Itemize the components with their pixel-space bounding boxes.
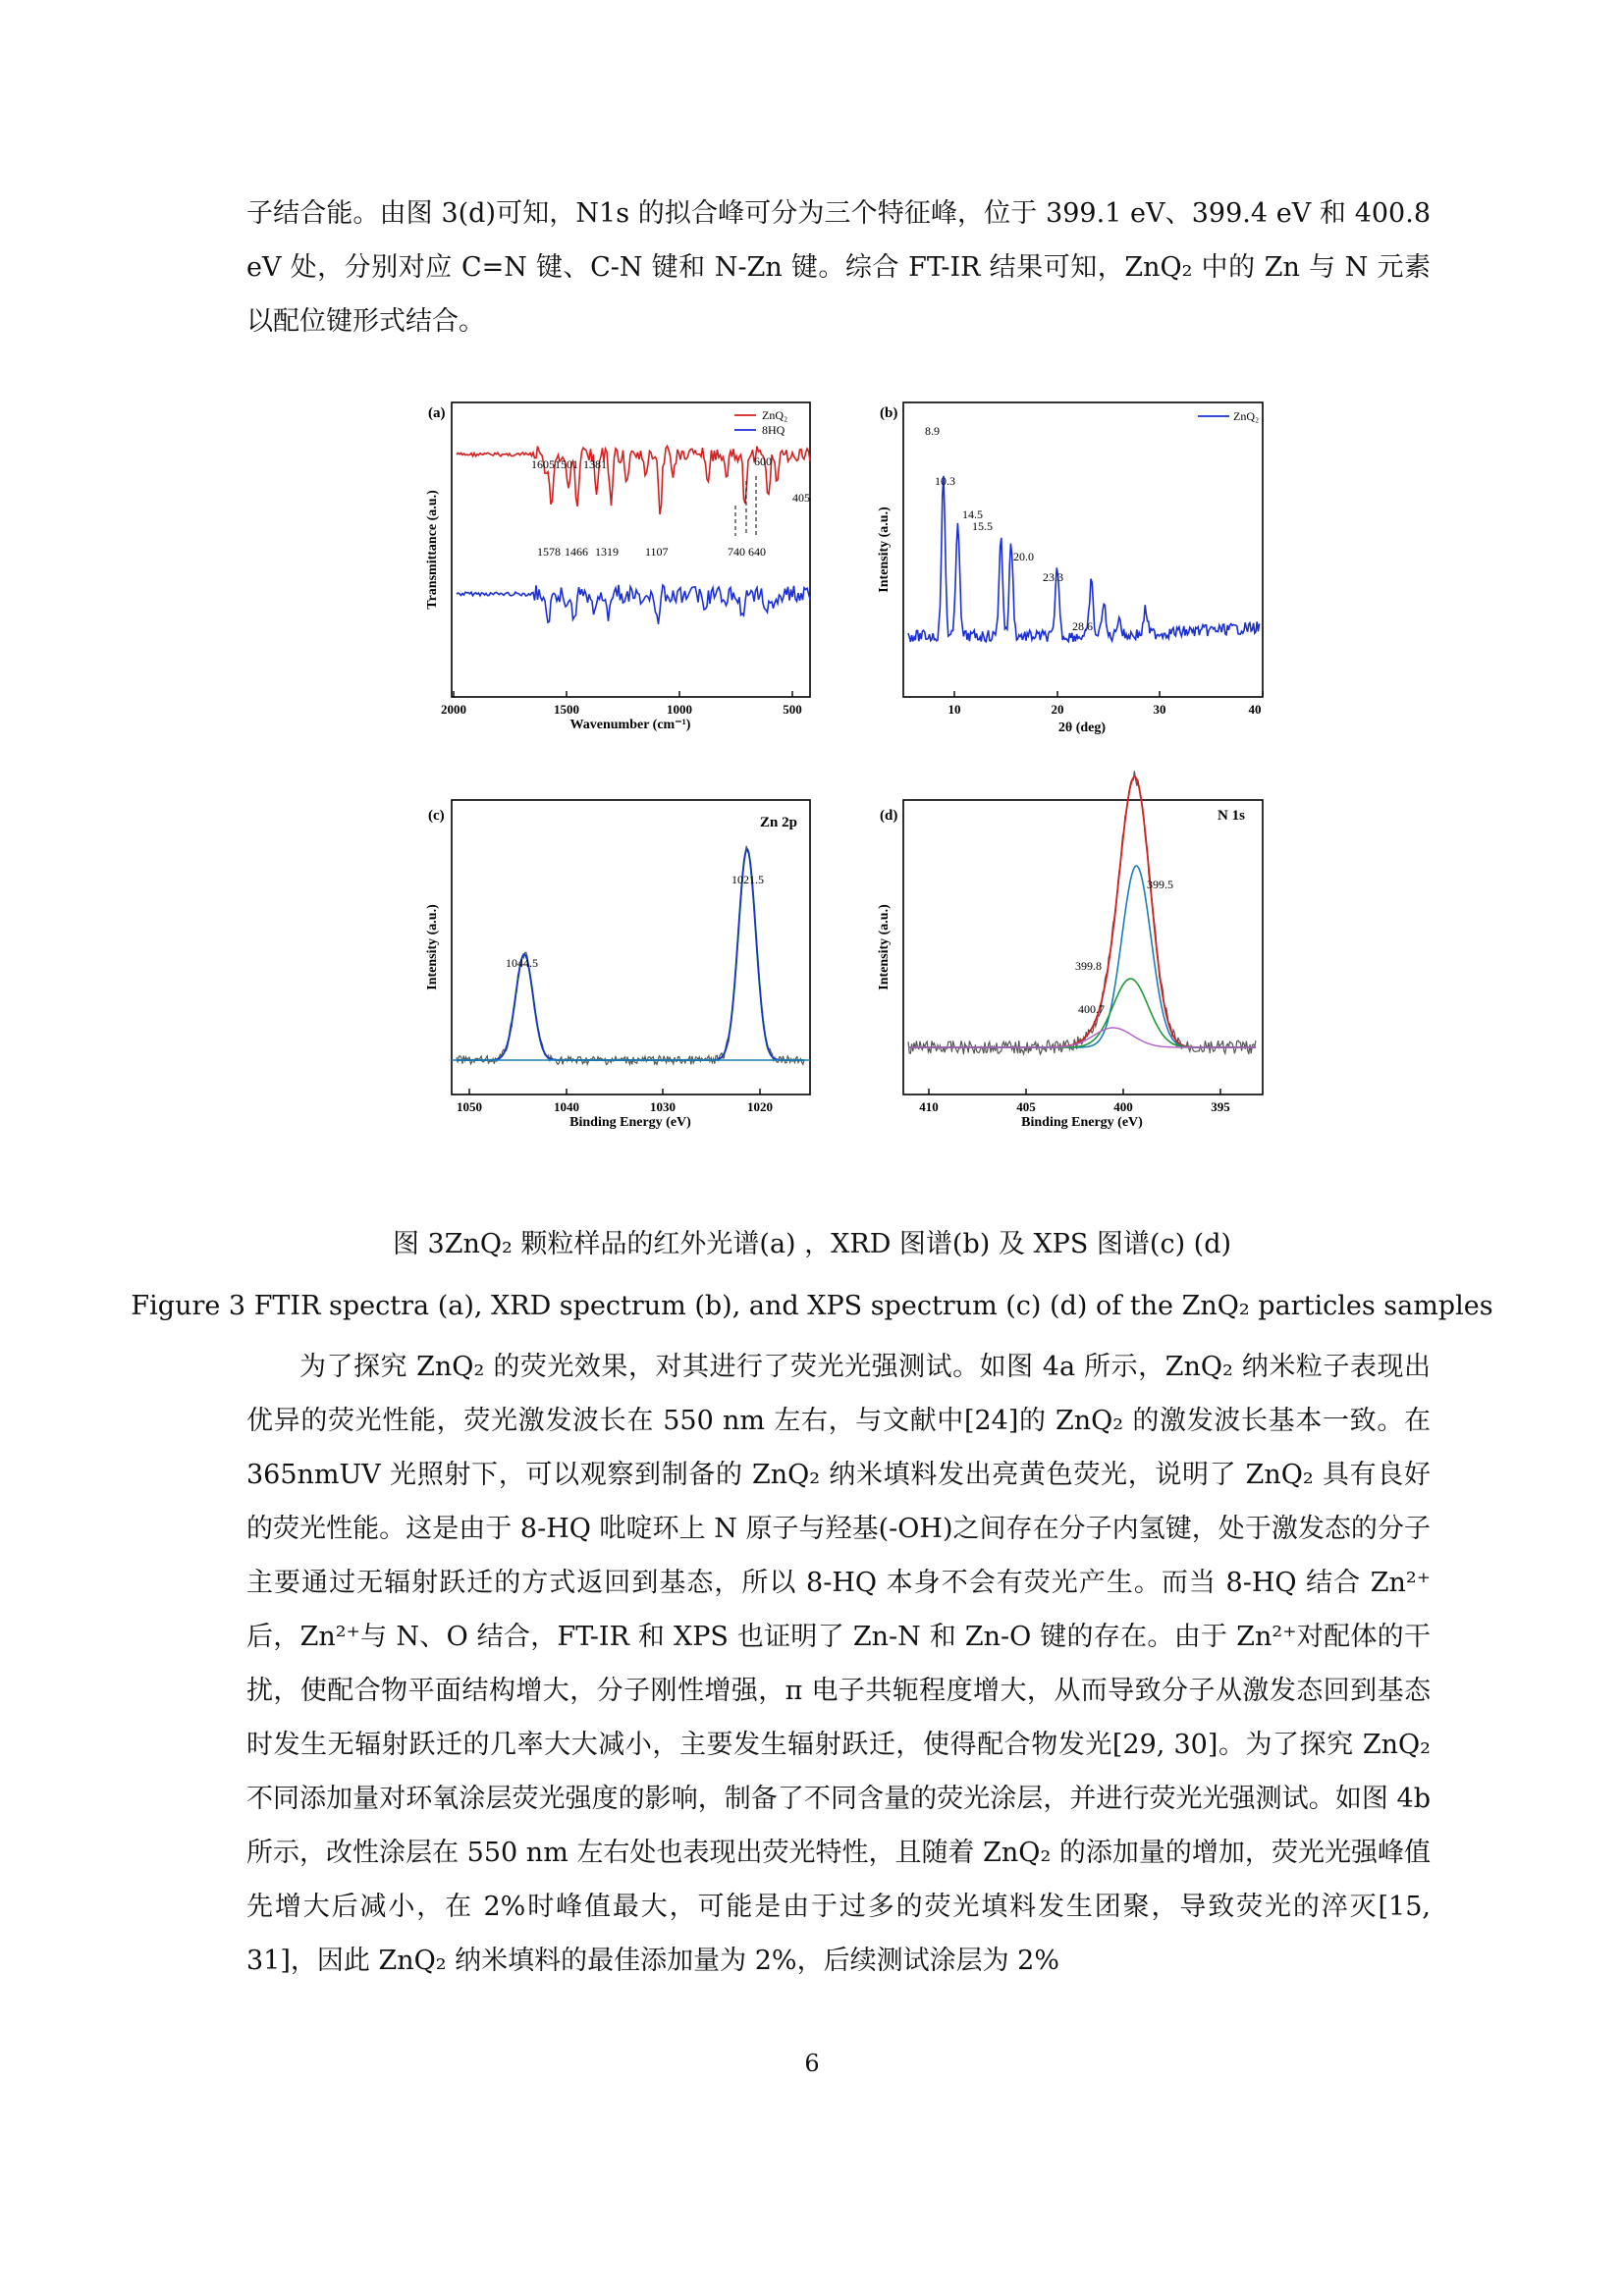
x-tick-label: 410 [919,1099,939,1114]
x-axis-label: Wavenumber (cm⁻¹) [569,718,691,732]
axes-frame [903,800,1263,1095]
x-tick-label: 2000 [441,702,466,717]
panel-label: (d) [880,808,898,824]
peak-label: 15.5 [972,519,993,533]
peak-label: 10.3 [935,474,955,488]
panel-label: (c) [428,808,445,824]
x-tick-label: 40 [1248,702,1262,717]
xrd-svg [864,393,1276,746]
panel-label: (b) [880,405,898,421]
peak-label: 1107 [645,545,669,559]
paragraph-bottom [246,1340,1431,1988]
x-tick-label: 1000 [667,702,692,717]
legend-label-8hq: 8HQ [762,423,785,437]
x-axis-label: Binding Energy (eV) [569,1115,691,1130]
chart-ftir [412,393,825,750]
peak-label: 640 [748,545,766,559]
y-axis-label: Transmittance (a.u.) [425,490,440,610]
y-axis-label: Intensity (a.u.) [877,904,892,990]
peak-label: 399.5 [1147,878,1173,891]
peak-label: 23.3 [1043,570,1063,584]
x-tick-label: 1040 [554,1099,579,1114]
x-tick-label: 395 [1211,1099,1230,1114]
fit-component [908,866,1256,1047]
chart-xrd [864,393,1276,750]
ftir-svg [412,393,825,746]
x-tick-label: 500 [783,702,802,717]
peak-label: 1381 [583,457,607,471]
peak-label: 405 [792,491,810,505]
legend-label-znq2: ZnQ₂ [762,408,788,422]
axes-frame [903,402,1263,697]
y-axis-label: Intensity (a.u.) [425,904,440,990]
x-tick-label: 20 [1051,702,1064,717]
chart-title: N 1s [1218,808,1245,824]
peak-label: 740 [728,545,745,559]
panel-label: (a) [428,405,446,421]
peak-label: 1578 [537,545,561,559]
page-number: 6 [804,2050,820,2077]
xps-n-svg [864,790,1276,1144]
peak-label: 1605 [531,457,555,471]
y-axis-label: Intensity (a.u.) [877,507,892,593]
peak-label: 28.6 [1072,619,1093,633]
paragraph-top [246,187,1431,348]
x-tick-label: 1500 [554,702,579,717]
legend-label-znq2: ZnQ₂ [1233,409,1260,423]
peak-label: 14.5 [962,507,983,521]
peak-label: 1501 [555,457,578,471]
peak-markers [735,476,756,536]
x-tick-label: 30 [1153,702,1166,717]
peak-label: 400.7 [1078,1002,1105,1016]
peak-label: 399.8 [1075,959,1102,973]
peak-label: 1319 [595,545,619,559]
peak-label: 8.9 [925,424,940,438]
peak-label: 600 [754,454,772,468]
figure-caption-cn: 图 3ZnQ₂ 颗粒样品的红外光谱(a) ，XRD 图谱(b) 及 XPS 图谱(c) (d) [392,1229,1232,1259]
xps-zn-svg [412,790,825,1144]
x-tick-label: 405 [1016,1099,1036,1114]
figure-caption-en: Figure 3 FTIR spectra (a), XRD spectrum (b), and XPS spectrum (c) (d) of the ZnQ₂ particles samples [131,1291,1493,1321]
x-tick-label: 10 [947,702,961,717]
chart-xps-zn2p [412,790,825,1148]
x-axis-label: Binding Energy (eV) [1021,1115,1143,1130]
series-8hq [457,585,810,624]
x-tick-label: 1030 [650,1099,676,1114]
paragraph-top-text: 子结合能。由图 3(d)可知，N1s 的拟合峰可分为三个特征峰，位于 399.1 eV、399.4 eV 和 400.8 eV 处，分别对应 C=N 键、C-N 键和 N-Zn 键。综合 FT-IR 结果可知，ZnQ₂ 中的 Zn 与 N 元素以配位键形式结合。 [246,198,1431,337]
paragraph-bottom-text: 为了探究 ZnQ₂ 的荧光效果，对其进行了荧光光强测试。如图 4a 所示，ZnQ₂ 纳米粒子表现出优异的荧光性能，荧光激发波长在 550 nm 左右，与文献中[24]的 ZnQ₂ 的激发波长基本一致。在 365nmUV 光照射下，可以观察到制备的 ZnQ₂ 纳米填料发出亮黄色荧光，说明了 ZnQ₂ 具有良好的荧光性能。这是由于 8-HQ 吡啶环上 N 原子与羟基(-OH)之间存在分子内氢键，处于激发态的分子主要通过无辐射跃迁的方式返回到基态，所以 8-HQ 本身不会有荧光产生。而当 8-HQ 结合 Zn²⁺后，Zn²⁺与 N、O 结合，FT-IR 和 XPS 也证明了 Zn-N 和 Zn-O 键的存在。由于 Zn²⁺对配体的干扰，使配合物平面结构增大，分子刚性增强，π 电子共轭程度增大，从而导致分子从激发态回到基态时发生无辐射跃迁的几率大大减小，主要发生辐射跃迁，使得配合物发光[29, 30]。为了探究 ZnQ₂ 不同添加量对环氧涂层荧光强度的影响，制备了不同含量的荧光涂层，并进行荧光光强测试。如图 4b 所示，改性涂层在 550 nm 左右处也表现出荧光特性，且随着 ZnQ₂ 的添加量的增加，荧光光强峰值先增大后减小，在 2%时峰值最大，可能是由于过多的荧光填料发生团聚，导致荧光的淬灭[15, 31]，因此 ZnQ₂ 纳米填料的最佳添加量为 2%，后续测试涂层为 2% [246,1352,1431,1976]
x-tick-label: 400 [1113,1099,1133,1114]
peak-label: 1466 [565,545,588,559]
peak-label: 1021.5 [731,873,764,886]
series-znq2 [908,476,1260,642]
x-axis-label: 2θ (deg) [1057,721,1107,735]
peak-label: 1044.5 [506,956,538,970]
chart-xps-n1s [864,790,1276,1148]
x-tick-label: 1020 [747,1099,773,1114]
x-tick-label: 1050 [457,1099,482,1114]
peak-label: 20.0 [1013,550,1034,563]
chart-title: Zn 2p [760,815,797,830]
